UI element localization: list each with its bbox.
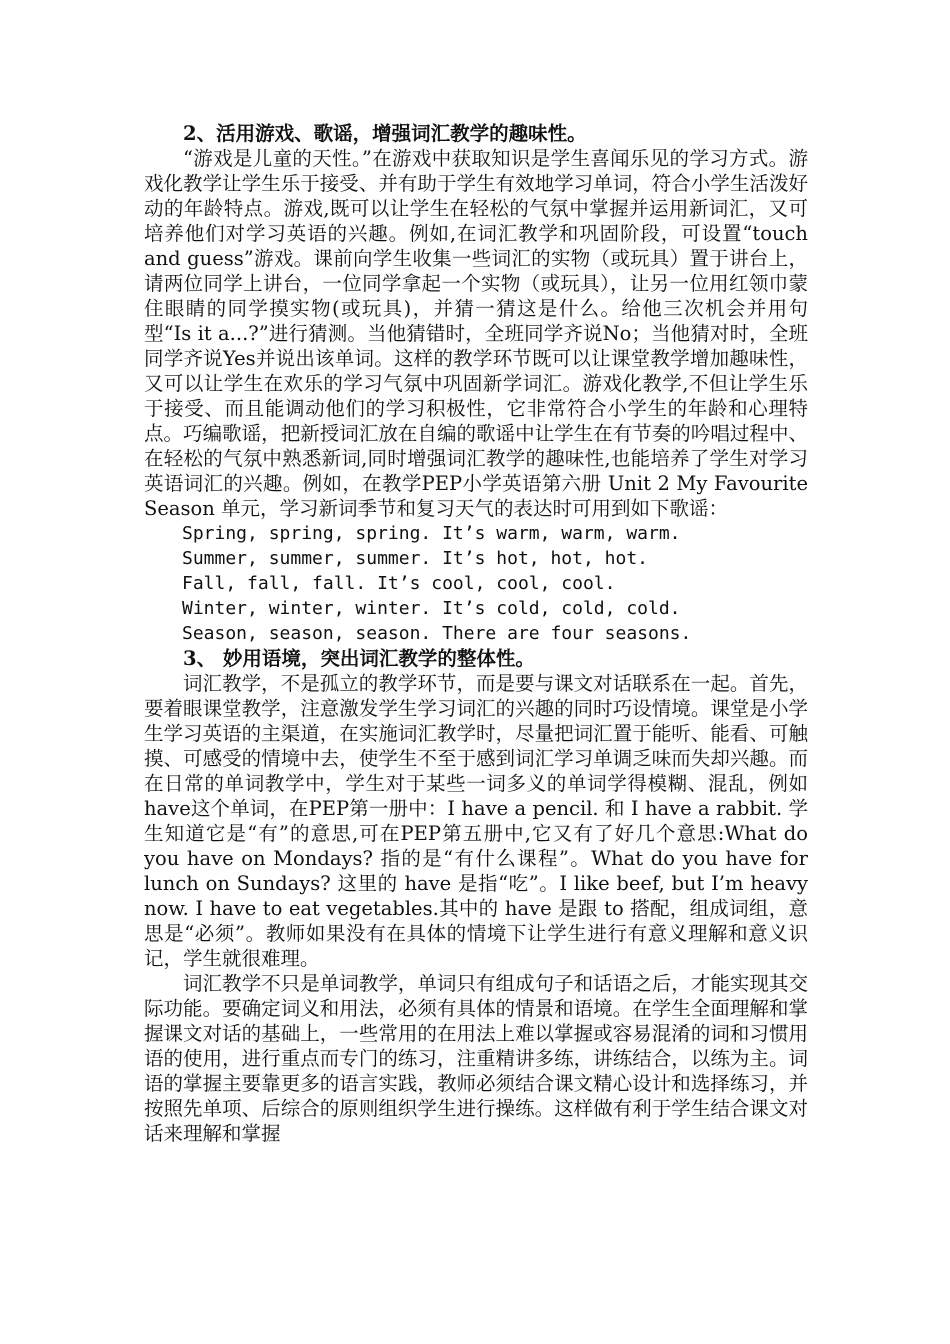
song-line: Season, season, season. There are four seasons. xyxy=(182,623,692,644)
document-page xyxy=(144,121,808,1146)
song-line: Spring, spring, spring. It’s warm, warm, warm. xyxy=(182,523,681,544)
section-2-paragraph: “游戏是儿童的天性。”在游戏中获取知识是学生喜闻乐见的学习方式。游戏化教学让学生乐于接受、并有助于学生有效地学习单词，符合小学生活泼好动的年龄特点。游戏,既可以让学生在轻松的气氛中掌握并运用新词汇，又可培养他们对学习英语的兴趣。例如,在词汇教学和巩固阶段，可设置“touch and guess”游戏。课前向学生收集一些词汇的实物（或玩具）置于讲台上，请两位同学上讲台，一位同学拿起一个实物（或玩具），让另一位用红领巾蒙住眼睛的同学摸实物(或玩具)，并猜一猜这是什么。给他三次机会并用句型“Is it a...?”进行猜测。当他猜错时，全班同学齐说No；当他猜对时，全班同学齐说Yes并说出该单词。这样的教学环节既可以让课堂教学增加趣味性，又可以让学生在欢乐的学习气氛中巩固新学词汇。游戏化教学,不但让学生乐于接受、而且能调动他们的学习积极性，它非常符合小学生的年龄和心理特点。巧编歌谣，把新授词汇放在自编的歌谣中让学生在有节奏的吟唱过程中、在轻松的气氛中熟悉新词,同时增强词汇教学的趣味性,也能培养了学生对学习英语词汇的兴趣。例如，在教学PEP小学英语第六册 Unit 2 My Favourite Season 单元，学习新词季节和复习天气的表达时可用到如下歌谣： xyxy=(144,147,808,520)
song-block xyxy=(144,521,808,646)
section-3-paragraph-2: 词汇教学不只是单词教学，单词只有组成句子和话语之后，才能实现其交际功能。要确定词义和用法，必须有具体的情景和语境。在学生全面理解和掌握课文对话的基础上，一些常用的在用法上难以掌握或容易混淆的词和习惯用语的使用，进行重点而专门的练习，注重精讲多练，讲练结合，以练为主。词语的掌握主要靠更多的语言实践，教师必须结合课文精心设计和选择练习，并按照先单项、后综合的原则组织学生进行操练。这样做有利于学生结合课文对话来理解和掌握 xyxy=(144,972,808,1145)
song-line: Summer, summer, summer. It’s hot, hot, hot. xyxy=(182,548,648,569)
song-line: Winter, winter, winter. It’s cold, cold, cold. xyxy=(182,598,681,619)
section-3-heading: 3、 妙用语境，突出词汇教学的整体性。 xyxy=(183,647,535,670)
song-line: Fall, fall, fall. It’s cool, cool, cool. xyxy=(182,573,616,594)
section-3-paragraph-1: 词汇教学，不是孤立的教学环节，而是要与课文对话联系在一起。首先，要着眼课堂教学，注意激发学生学习词汇的兴趣的同时巧设情境。课堂是小学生学习英语的主渠道，在实施词汇教学时，尽量把词汇置于能听、能看、可触摸、可感受的情境中去，使学生不至于感到词汇学习单调乏味而失却兴趣。而在日常的单词教学中，学生对于某些一词多义的单词学得模糊、混乱，例如have这个单词，在PEP第一册中：I have a pencil. 和 I have a rabbit. 学生知道它是“有”的意思,可在PEP第五册中,它又有了好几个意思:What do you have on Mondays? 指的是“有什么课程”。What do you have for lunch on Sundays? 这里的 have 是指“吃”。I like beef, but I’m heavy now. I have to eat vegetables.其中的 have 是跟 to 搭配，组成词组，意思是“必须”。教师如果没有在具体的情境下让学生进行有意义理解和意义识记，学生就很难理。 xyxy=(144,672,808,970)
section-2-heading: 2、活用游戏、歌谣，增强词汇教学的趣味性。 xyxy=(183,122,587,145)
